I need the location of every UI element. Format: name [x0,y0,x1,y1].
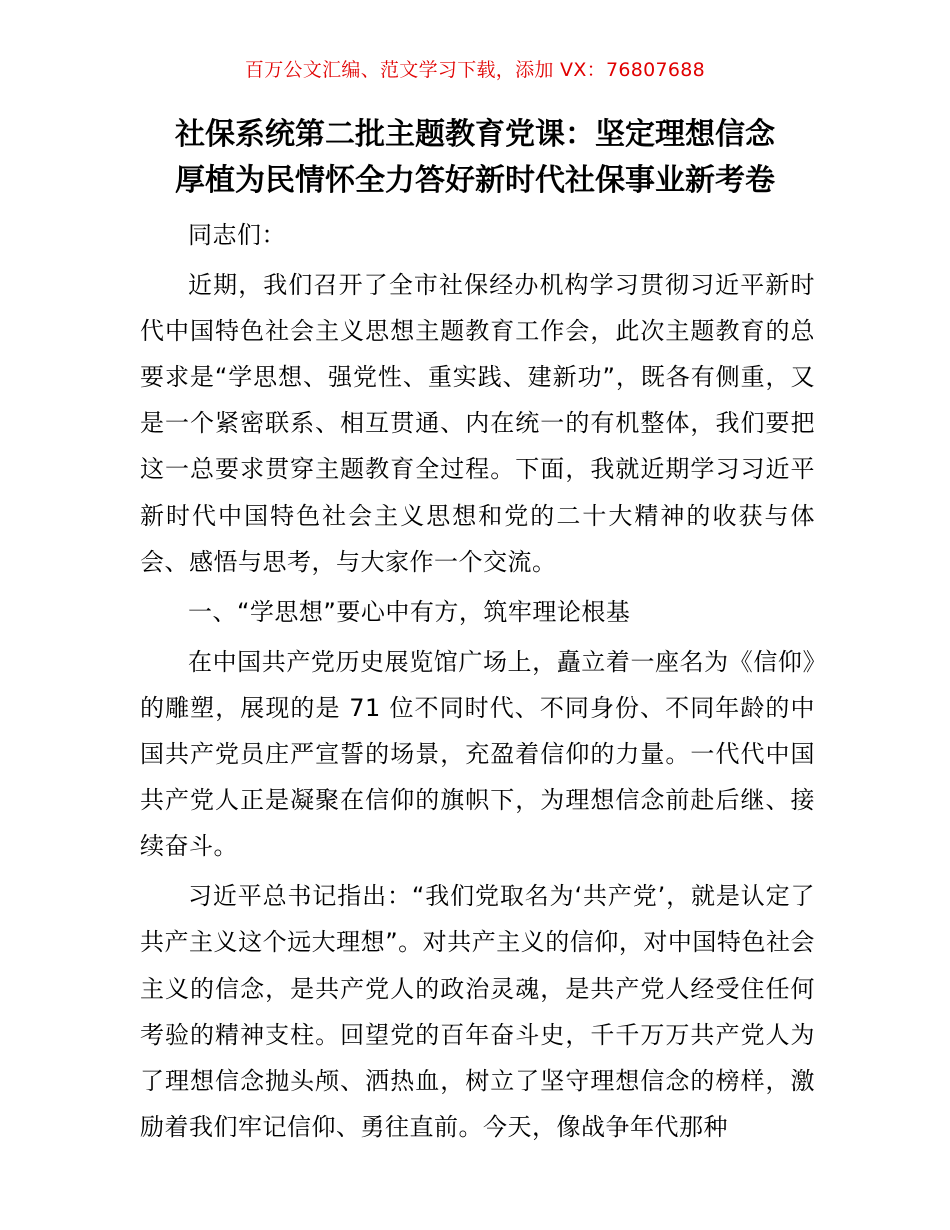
section-heading-1: 一、“学思想”要心中有方，筑牢理论根基 [188,597,631,626]
document-title-line-2: 厚植为民情怀全力答好新时代社保事业新考卷 [175,163,775,198]
document-body [140,212,815,1150]
watermark-text: 百万公文汇编、范文学习下载，添加 VX：76807688 [244,59,706,81]
paragraph-sculpture: 在中国共产党历史展览馆广场上，矗立着一座名为《信仰》的雕塑，展现的是 71 位不同时代、不同身份、不同年龄的中国共产党员庄严宣誓的场景，充盈着信仰的力量。一代代中国共产党人正是凝聚在信仰的旗帜下，为理想信念前赴后继、接续奋斗。 [140,647,815,861]
salutation: 同志们： [188,221,286,249]
paragraph-quote: 习近平总书记指出：“我们党取名为‘共产党’，就是认定了共产主义这个远大理想”。对共产主义的信仰，对中国特色社会主义的信念，是共产党人的政治灵魂，是共产党人经受住任何考验的精神支柱。回望党的百年奋斗史，千千万万共产党人为了理想信念抛头颅、洒热血，树立了坚守理想信念的榜样，激励着我们牢记信仰、勇往直前。今天，像战争年代那种 [140,882,815,1141]
document-title-line-1: 社保系统第二批主题教育党课：坚定理想信念 [175,117,775,152]
paragraph-intro: 近期，我们召开了全市社保经办机构学习贯彻习近平新时代中国特色社会主义思想主题教育工作会，此次主题教育的总要求是“学思想、强党性、重实践、建新功”，既各有侧重，又是一个紧密联系、相互贯通、内在统一的有机整体，我们要把这一总要求贯穿主题教育全过程。下面，我就近期学习习近平新时代中国特色社会主义思想和党的二十大精神的收获与体会、感悟与思考，与大家作一个交流。 [140,271,815,576]
